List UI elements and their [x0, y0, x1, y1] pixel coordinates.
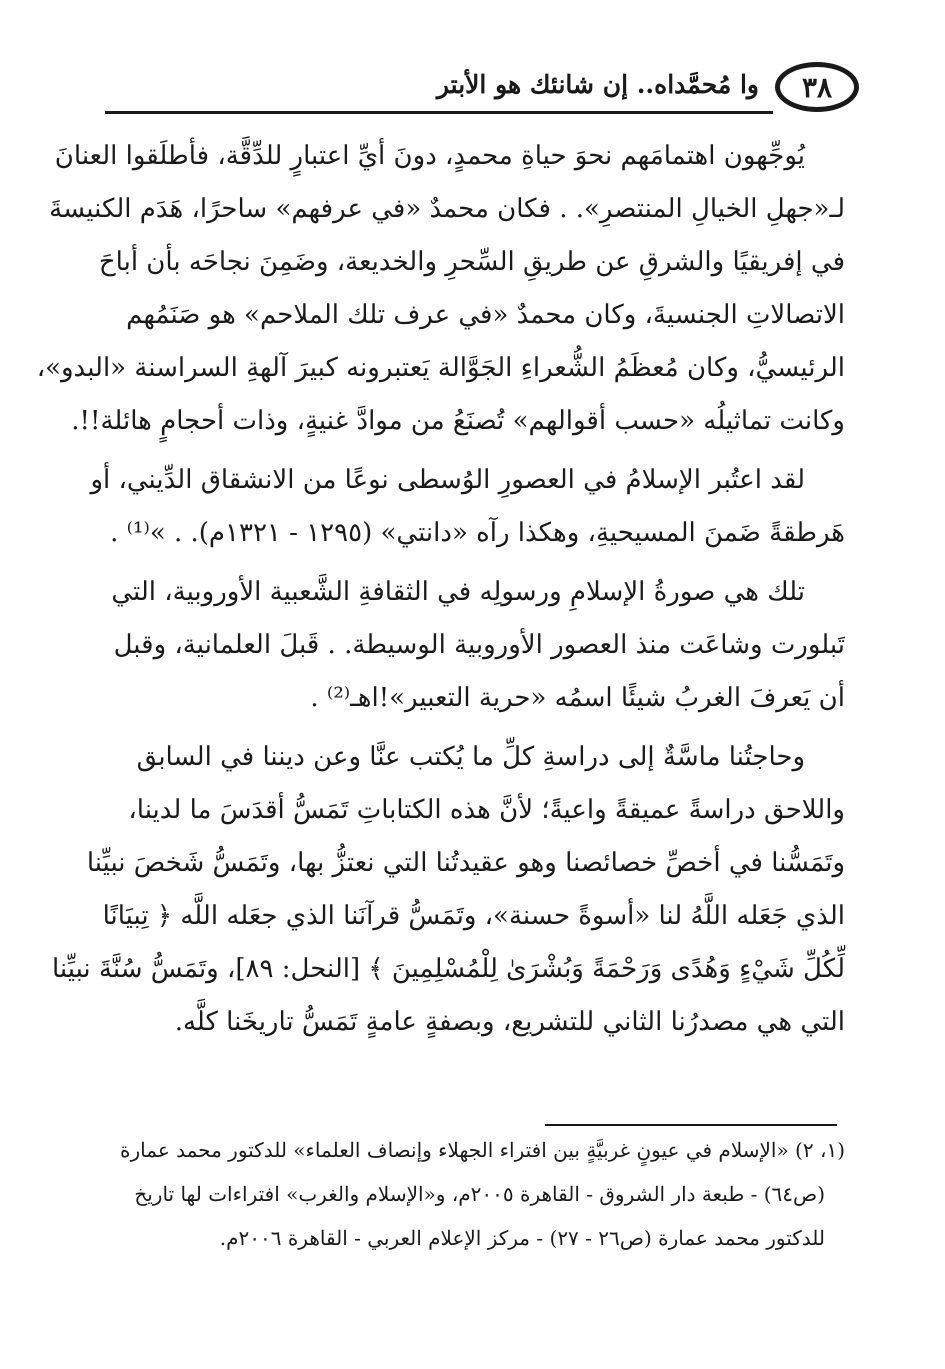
text-line: لـ«جهلِ الخيالِ المنتصرِ». . فكان محمدٌ «في عرفهم» ساحرًا، هَدَم الكنيسةَ — [49, 194, 845, 224]
text-line: وكانت تماثيلُه «حسب أقوالهم» تُصنَعُ من موادَّ غنيةٍ، وذات أحجامٍ هائلة!!. — [71, 406, 845, 436]
page-number: ٣٨ — [801, 70, 833, 104]
text-line: تَبلورت وشاعَت منذ العصور الأوروبية الوسيطة. . قَبلَ العلمانية، وقبل — [113, 630, 845, 660]
text-line: هَرطقةً ضَمنَ المسيحيةِ، وهكذا رآه «دانتي» (١٢٩٥ - ١٣٢١م). . »⁽¹⁾ . — [110, 518, 845, 548]
page-header — [105, 62, 859, 114]
text-line: أن يَعرفَ الغربُ شيئًا اسمُه «حرية التعبير»!اهـ⁽²⁾ . — [310, 683, 845, 713]
text-line: يُوجِّهون اهتمامَهم نحوَ حياةِ محمدٍ، دونَ أيِّ اعتبارٍ للدِّقَّة، فأطلَقوا العنانَ — [54, 141, 805, 171]
paragraph — [90, 454, 845, 560]
text-line: الرئيسيُّ، وكان مُعظَمُ الشُّعراءِ الجَوَّالة يَعتبرونه كبيرَ آلهةِ السراسنة «البدو»، — [36, 353, 845, 383]
text-line: التي هي مصدرُنا الثاني للتشريع، وبصفةٍ عامةٍ تَمَسُّ تاريخَنا كلَّه. — [174, 1007, 845, 1037]
paragraph — [51, 731, 845, 1049]
text-line: وتَمَسُّنا في أخصِّ خصائصنا وهو عقيدتُنا التي نعتزُّ بها، وتَمَسُّ شَخصَ نبيِّنا — [86, 848, 845, 878]
header-rule — [105, 111, 773, 114]
paragraph — [108, 566, 845, 725]
paragraph — [36, 130, 845, 448]
footnote-rule — [545, 1124, 837, 1126]
text-line: في إفريقيًا والشرقِ عن طريقِ السِّحرِ والخديعة، وضَمِنَ نجاحَه بأن أباحَ — [98, 247, 845, 277]
text-line: لِّكُلِّ شَيْءٍ وَهُدًى وَرَحْمَةً وَبُشْرَىٰ لِلْمُسْلِمِينَ ﴾ [النحل: ٨٩]، وتَمَسُّ سُنَّةَ نبيِّنا — [51, 954, 845, 984]
text-line: تلك هي صورةُ الإسلامِ ورسولِه في الثقافةِ الشَّعبية الأوروبية، التي — [111, 577, 805, 607]
text-line: الذي جَعَله اللَّهُ لنا «أسوةً حسنة»، وتَمَسُّ قرآنَنا الذي جعَله اللَّه ﴿ تِبيَانًا — [102, 901, 845, 931]
page-number-badge — [775, 62, 859, 112]
text-line: الاتصالاتِ الجنسيةَ، وكان محمدٌ «في عرف تلك الملاحم» هو صَنَمُهم — [126, 300, 845, 330]
text-line: واللاحق دراسةً عميقةً واعيةً؛ لأنَّ هذه الكتاباتِ تَمَسُّ أقدَسَ ما لدينا، — [128, 795, 845, 825]
footnote-line: (١، ٢) «الإسلام في عيونٍ غربيَّةٍ بين افتراء الجهلاء وإنصاف العلماء» للدكتور محمد عمارة — [120, 1138, 845, 1162]
footnote-line: (ص٦٤) - طبعة دار الشروق - القاهرة ٢٠٠٥م، و«الإسلام والغرب» افتراءات لها تاريخ — [134, 1182, 825, 1206]
footnotes — [100, 1128, 845, 1260]
running-title: وا مُحمَّداه.. إن شانئك هو الأبتر — [436, 70, 759, 99]
text-line: لقد اعتُبر الإسلامُ في العصورِ الوُسطى نوعًا من الانشقاق الدِّيني، أو — [90, 465, 805, 495]
main-text — [36, 130, 845, 1049]
footnote-line: للدكتور محمد عمارة (ص٢٦ - ٢٧) - مركز الإعلام العربي - القاهرة ٢٠٠٦م. — [219, 1226, 825, 1250]
text-line: وحاجتُنا ماسَّةٌ إلى دراسةِ كلِّ ما يُكتب عنَّا وعن ديننا في السابق — [136, 742, 805, 772]
